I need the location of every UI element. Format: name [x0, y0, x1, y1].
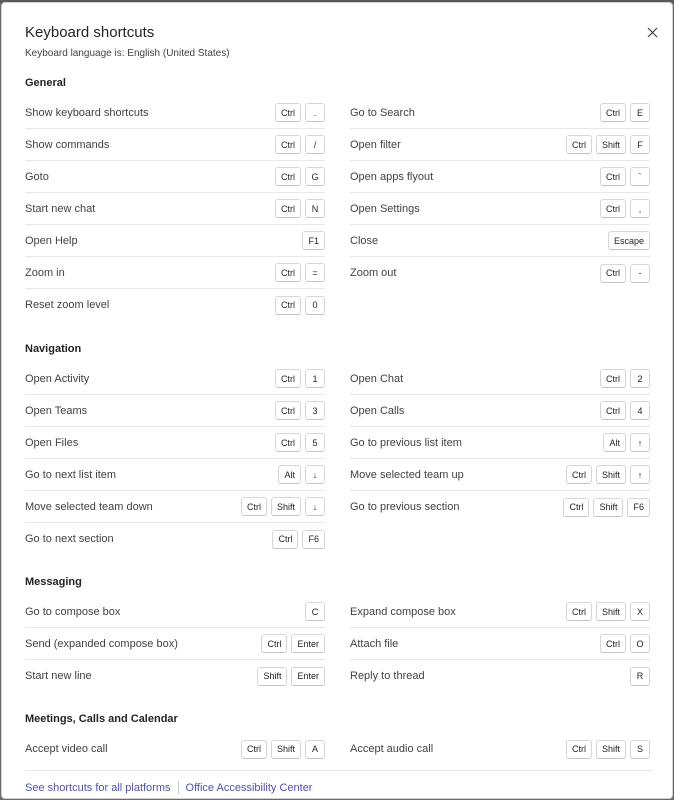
keycap: Ctrl: [600, 401, 626, 420]
keycap: Shift: [596, 465, 626, 484]
key-combination: [275, 401, 325, 420]
shortcut-label: Open filter: [350, 138, 401, 151]
key-combination: [566, 465, 650, 484]
keycap: Alt: [278, 465, 301, 484]
shortcut-row-go-to-next-list-item: [25, 459, 325, 491]
keycap: Ctrl: [566, 465, 592, 484]
shortcut-grid-navigation: [25, 363, 652, 555]
shortcut-row-open-apps-flyout: [350, 161, 650, 193]
shortcut-row-goto: [25, 161, 325, 193]
keycap: Ctrl: [261, 634, 287, 653]
shortcut-row-open-chat: [350, 363, 650, 395]
key-combination: [275, 263, 325, 282]
section-title-meetings: Meetings, Calls and Calendar: [25, 713, 178, 725]
keycap: 5: [305, 433, 325, 452]
key-combination: [563, 498, 650, 517]
key-combination: [272, 530, 325, 549]
keycap: ↑: [630, 433, 650, 452]
keycap: Alt: [603, 433, 626, 452]
shortcut-label: Show keyboard shortcuts: [25, 106, 149, 119]
keycap: Ctrl: [563, 498, 589, 517]
shortcut-row-accept-video-call: [25, 733, 325, 765]
keycap: A: [305, 740, 325, 759]
keycap: Ctrl: [600, 634, 626, 653]
shortcut-row-go-to-previous-list-item: [350, 427, 650, 459]
shortcut-label: Move selected team down: [25, 500, 153, 513]
empty-cell: [350, 523, 650, 555]
keycap: Ctrl: [275, 135, 301, 154]
shortcut-row-open-files: [25, 427, 325, 459]
keycap: Ctrl: [566, 602, 592, 621]
keyboard-shortcuts-dialog: [1, 2, 673, 799]
key-combination: [566, 602, 650, 621]
keycap: Shift: [596, 135, 626, 154]
shortcut-label: Reset zoom level: [25, 299, 110, 311]
shortcut-row-close: [350, 225, 650, 257]
keycap: Shift: [257, 667, 287, 686]
shortcut-grid-meetings: [25, 733, 652, 765]
shortcut-row-go-to-compose-box: [25, 596, 325, 628]
key-combination: [275, 167, 325, 186]
keycap: Ctrl: [275, 103, 301, 122]
shortcut-label: Close: [350, 234, 379, 247]
shortcut-row-open-filter: [350, 129, 650, 161]
shortcut-label: Expand compose box: [350, 605, 456, 618]
keycap: ↑: [630, 465, 650, 484]
key-combination: [275, 103, 325, 122]
keycap: Ctrl: [272, 530, 298, 549]
key-combination: [600, 634, 650, 653]
keycap: Ctrl: [600, 167, 626, 186]
shortcut-row-open-calls: [350, 395, 650, 427]
shortcut-grid-messaging: [25, 596, 652, 692]
key-combination: [241, 497, 325, 516]
keyboard-language-text: Keyboard language is: English (United States): [25, 48, 230, 59]
shortcut-row-show-commands: [25, 129, 325, 161]
keycap: `: [630, 167, 650, 186]
key-combination: [600, 199, 650, 218]
key-combination: [600, 369, 650, 388]
shortcut-label: Go to Search: [350, 106, 415, 119]
keycap: Ctrl: [241, 497, 267, 516]
keycap: =: [305, 263, 325, 282]
key-combination: [566, 135, 650, 154]
shortcut-row-show-keyboard-shortcuts: [25, 97, 325, 129]
key-combination: [275, 135, 325, 154]
keycap: F6: [627, 498, 650, 517]
shortcut-row-zoom-out: [350, 257, 650, 289]
shortcut-label: Open Calls: [350, 404, 405, 417]
shortcut-label: Go to next list item: [25, 468, 117, 481]
keycap: Escape: [608, 231, 650, 250]
shortcut-label: Open Activity: [25, 372, 90, 385]
keycap: R: [630, 667, 650, 686]
shortcut-label: Start new chat: [25, 202, 96, 215]
key-combination: [630, 667, 650, 686]
keycap: 3: [305, 401, 325, 420]
shortcut-label: Go to previous section: [350, 501, 460, 513]
shortcut-row-start-new-chat: [25, 193, 325, 225]
shortcut-row-attach-file: [350, 628, 650, 660]
keycap: ↓: [305, 465, 325, 484]
section-title-general: General: [25, 77, 66, 89]
keycap: X: [630, 602, 650, 621]
keycap: G: [305, 167, 325, 186]
keycap: 0: [305, 296, 325, 315]
shortcut-label: Accept audio call: [350, 743, 434, 755]
keycap: Ctrl: [275, 433, 301, 452]
close-icon: [647, 25, 658, 43]
shortcut-label: Go to next section: [25, 533, 114, 545]
shortcut-label: Send (expanded compose box): [25, 637, 178, 650]
keycap: ↓: [305, 497, 325, 516]
keycap: .: [305, 103, 325, 122]
key-combination: [600, 401, 650, 420]
close-button[interactable]: [641, 23, 663, 45]
shortcut-label: Show commands: [25, 138, 110, 151]
keycap: 2: [630, 369, 650, 388]
keycap: Ctrl: [275, 369, 301, 388]
shortcut-row-open-teams: [25, 395, 325, 427]
key-combination: [600, 167, 650, 186]
keycap: Shift: [593, 498, 623, 517]
key-combination: [275, 369, 325, 388]
keycap: N: [305, 199, 325, 218]
keycap: C: [305, 602, 325, 621]
empty-cell: [350, 289, 650, 321]
keycap: F6: [302, 530, 325, 549]
keycap: O: [630, 634, 650, 653]
footer-separator: [178, 781, 179, 794]
section-title-navigation: Navigation: [25, 343, 82, 355]
key-combination: [566, 740, 650, 759]
key-combination: [257, 667, 325, 686]
footer-divider: [25, 770, 652, 771]
shortcut-row-start-new-line: [25, 660, 325, 692]
keycap: Ctrl: [241, 740, 267, 759]
key-combination: [275, 296, 325, 315]
keycap: Ctrl: [600, 369, 626, 388]
shortcut-label: Open Teams: [25, 404, 88, 417]
key-combination: [261, 634, 325, 653]
shortcut-label: Go to previous list item: [350, 436, 462, 449]
shortcut-label: Open Files: [25, 436, 79, 449]
shortcut-label: Start new line: [25, 670, 92, 682]
shortcut-row-go-to-next-section: [25, 523, 325, 555]
keycap: Enter: [291, 667, 325, 686]
shortcut-label: Zoom out: [350, 267, 397, 279]
keycap: Shift: [271, 497, 301, 516]
key-combination: [278, 465, 325, 484]
shortcut-row-reply-to-thread: [350, 660, 650, 692]
keycap: -: [630, 264, 650, 283]
shortcut-label: Go to compose box: [25, 605, 121, 618]
keycap: 1: [305, 369, 325, 388]
shortcut-label: Open Help: [25, 234, 78, 247]
keycap: Shift: [596, 740, 626, 759]
key-combination: [275, 199, 325, 218]
shortcut-row-open-help: [25, 225, 325, 257]
shortcut-label: Reply to thread: [350, 670, 425, 682]
keycap: Ctrl: [566, 740, 592, 759]
shortcut-row-reset-zoom-level: [25, 289, 325, 321]
key-combination: [600, 264, 650, 283]
key-combination: [600, 103, 650, 122]
dialog-footer: [25, 781, 312, 794]
shortcut-row-move-selected-team-up: [350, 459, 650, 491]
shortcut-row-open-activity: [25, 363, 325, 395]
shortcut-row-go-to-search: [350, 97, 650, 129]
shortcut-grid-general: [25, 97, 652, 321]
dialog-title: Keyboard shortcuts: [25, 24, 155, 41]
key-combination: [305, 602, 325, 621]
shortcut-row-go-to-previous-section: [350, 491, 650, 523]
keycap: Ctrl: [600, 199, 626, 218]
accessibility-center-link[interactable]: Office Accessibility Center: [185, 781, 313, 794]
keycap: Ctrl: [600, 264, 626, 283]
key-combination: [241, 740, 325, 759]
keycap: E: [630, 103, 650, 122]
keycap: Ctrl: [275, 199, 301, 218]
key-combination: [302, 231, 325, 250]
shortcut-label: Zoom in: [25, 266, 65, 279]
shortcut-row-move-selected-team-down: [25, 491, 325, 523]
shortcut-label: Open Chat: [350, 372, 404, 385]
shortcut-label: Goto: [25, 170, 49, 183]
shortcut-row-expand-compose-box: [350, 596, 650, 628]
shortcut-label: Open apps flyout: [350, 170, 434, 183]
shortcut-row-zoom-in: [25, 257, 325, 289]
keycap: Ctrl: [275, 263, 301, 282]
keycap: F: [630, 135, 650, 154]
keycap: F1: [302, 231, 325, 250]
keycap: Ctrl: [566, 135, 592, 154]
shortcut-label: Move selected team up: [350, 468, 464, 481]
section-title-messaging: Messaging: [25, 576, 82, 588]
keycap: S: [630, 740, 650, 759]
key-combination: [603, 433, 650, 452]
keycap: /: [305, 135, 325, 154]
keycap: Shift: [596, 602, 626, 621]
shortcut-row-accept-audio-call: [350, 733, 650, 765]
keycap: Shift: [271, 740, 301, 759]
key-combination: [608, 231, 650, 250]
keycap: Ctrl: [275, 296, 301, 315]
keycap: Ctrl: [275, 401, 301, 420]
keycap: ,: [630, 199, 650, 218]
keycap: 4: [630, 401, 650, 420]
shortcut-label: Attach file: [350, 637, 399, 650]
key-combination: [275, 433, 325, 452]
all-platforms-link[interactable]: See shortcuts for all platforms: [25, 781, 171, 794]
shortcut-label: Open Settings: [350, 202, 420, 215]
keycap: Ctrl: [600, 103, 626, 122]
shortcut-label: Accept video call: [25, 743, 108, 755]
shortcut-row-open-settings: [350, 193, 650, 225]
keycap: Enter: [291, 634, 325, 653]
shortcut-row-send-expanded-compose-box: [25, 628, 325, 660]
keycap: Ctrl: [275, 167, 301, 186]
